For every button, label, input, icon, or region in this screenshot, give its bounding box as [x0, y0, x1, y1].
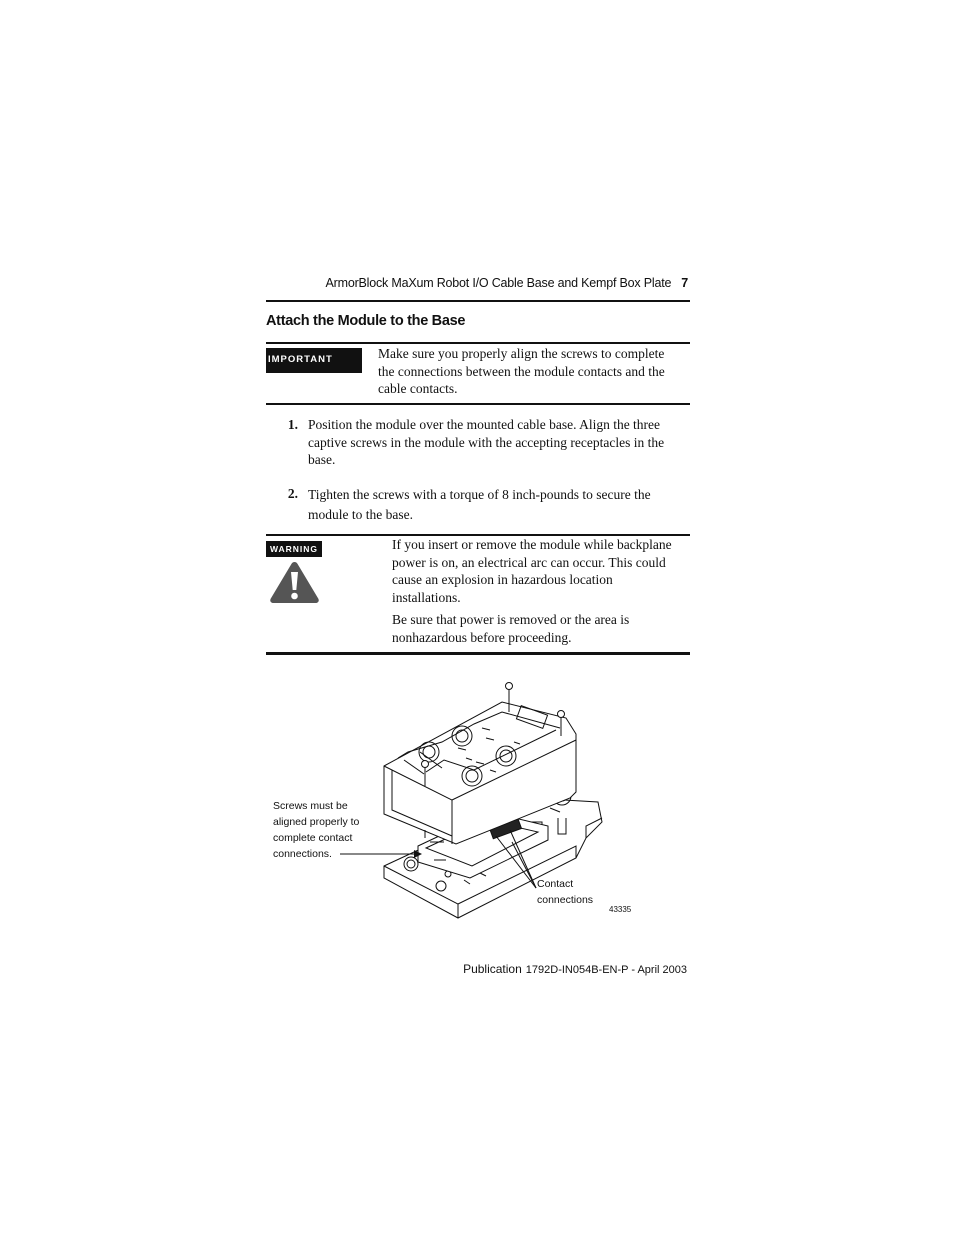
steps-list: [266, 416, 690, 525]
important-bottom-rule: [266, 403, 690, 405]
step-number: 1.: [287, 417, 298, 432]
header-rule: [266, 300, 690, 302]
important-label: IMPORTANT: [266, 348, 362, 373]
step-text: Tighten the screws with a torque of 8 inch-pounds to secure the module to the base.: [308, 486, 651, 522]
publication-number: 1792D-IN054B-EN-P - April 2003: [525, 964, 687, 976]
footer: [266, 962, 687, 976]
step-text: Position the module over the mounted cable base. Align the three captive screws in the module with the accepting receptacles in the base.: [308, 417, 665, 467]
warning-bottom-rule: [266, 652, 690, 655]
page-number: 7: [681, 276, 688, 290]
warning-paragraph: Be sure that power is removed or the area is nonhazardous before proceeding.: [392, 612, 630, 645]
important-text: Make sure you properly align the screws to complete the connections between the module contacts and the cable contacts.: [378, 346, 665, 396]
exclamation-triangle-icon: [268, 559, 321, 605]
important-top-rule: [266, 342, 690, 344]
section-title: Attach the Module to the Base: [266, 313, 466, 329]
warning-paragraph: If you insert or remove the module while backplane power is on, an electrical arc can occur. This could cause an explosion in hazardous location installations.: [392, 537, 672, 605]
contact-callout: Contact connections: [537, 878, 594, 906]
step-item: [266, 416, 690, 469]
warning-label: WARNING: [266, 541, 322, 557]
screws-callout: Screws must be aligned properly to complete contact connections.: [273, 800, 360, 860]
footer-label: Publication: [463, 962, 522, 976]
step-number: 2.: [287, 485, 298, 501]
figure-number: 43335: [609, 905, 632, 914]
running-header: [266, 276, 688, 290]
header-title: ArmorBlock MaXum Robot I/O Cable Base and Kempf Box Plate: [325, 276, 672, 290]
step-item: [266, 485, 690, 525]
warning-text: [392, 536, 682, 646]
